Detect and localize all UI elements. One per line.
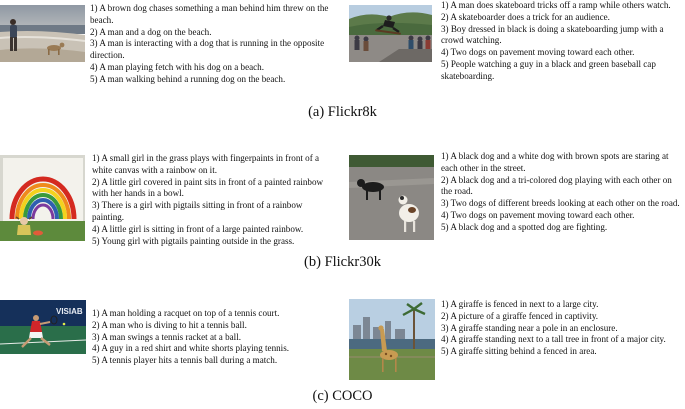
caption: 2) A picture of a giraffe fenced in captivity.: [441, 310, 599, 321]
tennis-player-photo: [0, 300, 86, 354]
caption: 2) A skateboarder does a trick for an audience.: [441, 11, 610, 22]
caption: 3) There is a girl with pigtails sitting in front of a rainbow painting.: [92, 200, 303, 222]
subfigure-label: (b) Flickr30k: [304, 254, 381, 270]
caption: 5) A man walking behind a running dog on the beach.: [90, 73, 286, 84]
giraffe-city-photo: [349, 299, 435, 380]
caption: 1) A man holding a racquet on top of a tennis court.: [92, 308, 280, 318]
caption: 1) A black dog and a white dog with brown spots are staring at each other in the street.: [441, 151, 669, 173]
caption-list: [441, 0, 685, 83]
caption: 4) Two dogs on pavement moving toward each other.: [441, 47, 635, 58]
caption: 3) A giraffe standing near a pole in an enclosure.: [441, 322, 618, 333]
caption: 4) A man playing fetch with his dog on a beach.: [90, 61, 265, 72]
caption-list: [441, 151, 685, 234]
caption: 1) A small girl in the grass plays with fingerpaints in front of a white canvas with a rainbow on it.: [92, 153, 320, 175]
subfigure-label: (a) Flickr8k: [308, 104, 377, 120]
caption: 3) A man is interacting with a dog that is running in the opposite direction.: [90, 38, 325, 61]
two-dogs-road-photo: [349, 155, 434, 240]
caption: 2) A man who is diving to hit a tennis ball.: [92, 319, 247, 330]
caption: 2) A man and a dog on the beach.: [90, 26, 212, 37]
banner-text: VISIAB: [56, 307, 83, 316]
caption: 2) A little girl covered in paint sits in front of a painted rainbow with her hands in a bowl.: [92, 176, 324, 199]
caption: 1) A man does skateboard tricks off a ramp while others watch.: [441, 0, 671, 10]
caption-list: [90, 3, 330, 86]
caption: 4) A giraffe standing next to a tall tree in front of a major city.: [441, 334, 666, 345]
subfigure-label: (c) COCO: [312, 388, 373, 404]
caption: 3) Two dogs of different breeds looking at each other on the road.: [441, 198, 680, 209]
caption: 4) Two dogs on pavement moving toward each other.: [441, 209, 635, 220]
caption: 5) A black dog and a spotted dog are fighting.: [441, 221, 608, 232]
girl-rainbow-painting-photo: [0, 155, 85, 241]
caption: 2) A black dog and a tri-colored dog playing with each other on the road.: [441, 174, 672, 197]
caption-list: [92, 308, 342, 367]
caption-list: [441, 299, 685, 358]
caption: 5) A giraffe sitting behind a fenced in area.: [441, 346, 597, 357]
caption: 4) A little girl is sitting in front of a large painted rainbow.: [92, 223, 304, 234]
caption: 5) People watching a guy in a black and green baseball cap skateboarding.: [441, 58, 656, 81]
caption-list: [92, 153, 332, 247]
caption: 3) Boy dressed in black is doing a skateboarding jump with a crowd watching.: [441, 23, 664, 46]
caption: 1) A giraffe is fenced in next to a large city.: [441, 299, 599, 309]
caption: 4) A guy in a red shirt and white shorts playing tennis.: [92, 343, 290, 354]
caption: 1) A brown dog chases something a man behind him threw on the beach.: [90, 3, 329, 25]
skateboarder-ramp-photo: [349, 5, 432, 62]
caption: 5) A tennis player hits a tennis ball during a match.: [92, 355, 278, 366]
caption: 5) Young girl with pigtails painting outside in the grass.: [92, 235, 295, 246]
beach-dog-man-photo: [0, 5, 85, 62]
caption: 3) A man swings a tennis racket at a ball.: [92, 331, 241, 342]
